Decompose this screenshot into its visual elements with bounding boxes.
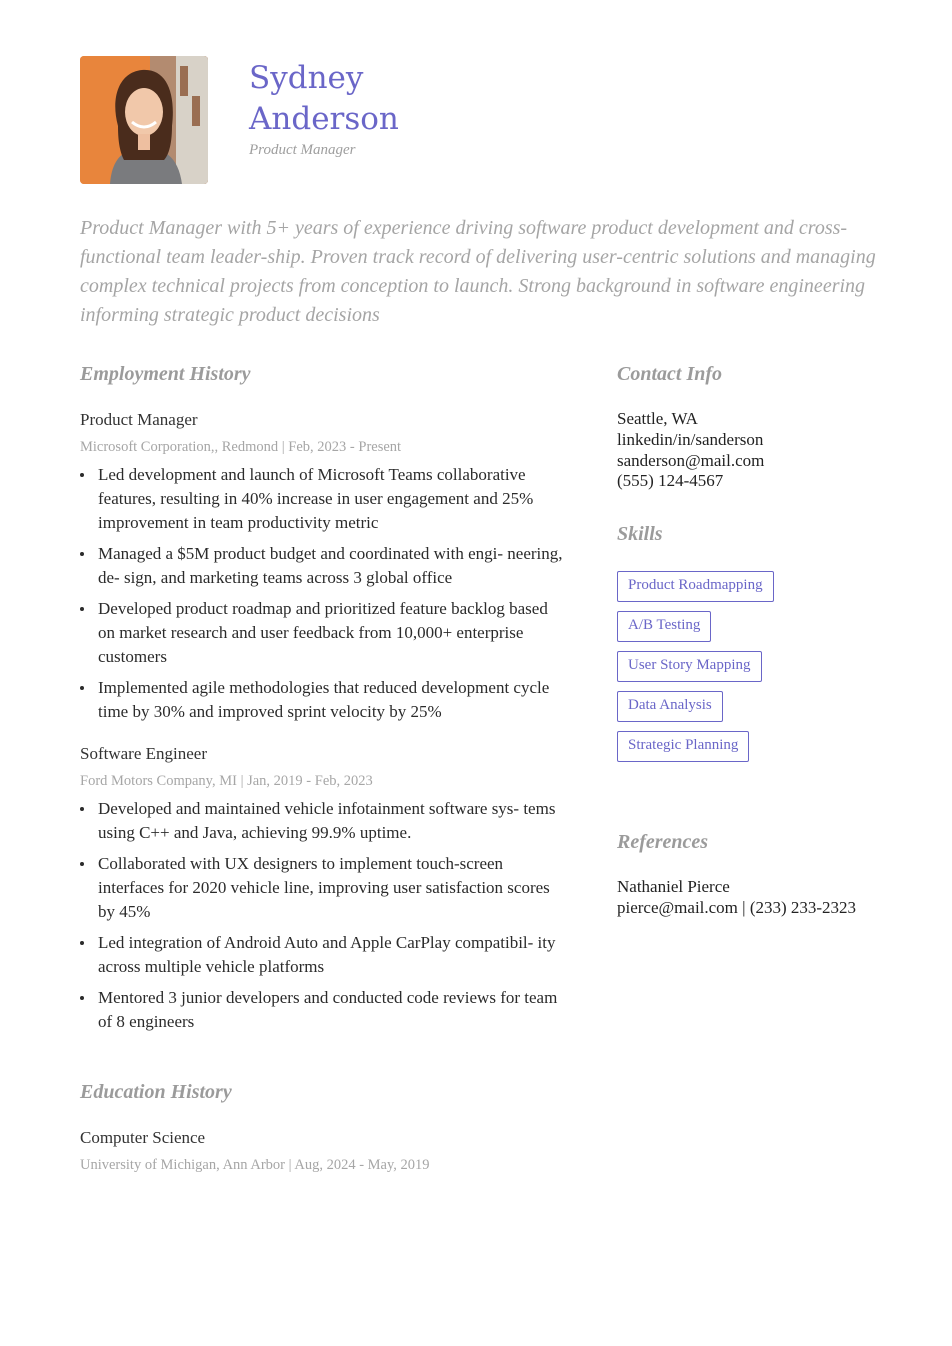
contact-heading: Contact Info bbox=[617, 363, 723, 385]
first-name: Sydney bbox=[249, 60, 364, 96]
job-entry bbox=[80, 408, 565, 724]
job-bullet: Managed a $5M product budget and coordinated with engi- neering, de- sign, and marketing teams across 3 global office bbox=[80, 542, 565, 590]
job-meta: Microsoft Corporation,, Redmond | Feb, 2023 - Present bbox=[80, 439, 402, 455]
reference-name: Nathaniel Pierce bbox=[617, 877, 730, 896]
job-bullet: Developed product roadmap and prioritized feature backlog based on market research and user feedback from 10,000+ enterprise customers bbox=[80, 597, 565, 669]
skill-tag: Product Roadmapping bbox=[617, 571, 774, 602]
job-bullets bbox=[80, 463, 565, 724]
job-bullet: Developed and maintained vehicle infotainment software sys- tems using C++ and Java, achieving 99.9% uptime. bbox=[80, 797, 565, 845]
education-heading: Education History bbox=[80, 1081, 232, 1103]
contact-phone: (555) 124-4567 bbox=[617, 471, 724, 491]
job-entry bbox=[80, 742, 565, 1034]
contact-linkedin[interactable]: linkedin/in/sanderson bbox=[617, 429, 764, 449]
skills-list bbox=[617, 571, 774, 771]
candidate-title: Product Manager bbox=[249, 142, 356, 158]
job-bullet: Collaborated with UX designers to implement touch-screen interfaces for 2020 vehicle line, improving user satisfaction scores by 45% bbox=[80, 852, 565, 924]
contact-info bbox=[617, 409, 764, 492]
contact-location: Seattle, WA bbox=[617, 409, 698, 428]
skills-heading: Skills bbox=[617, 523, 663, 545]
contact-email[interactable]: sanderson@mail.com bbox=[617, 450, 765, 470]
job-bullet: Led integration of Android Auto and Apple CarPlay compatibil- ity across multiple vehicle platforms bbox=[80, 931, 565, 979]
skill-tag: Data Analysis bbox=[617, 691, 723, 722]
skill-tag: User Story Mapping bbox=[617, 651, 762, 682]
portrait-image bbox=[80, 56, 208, 184]
references-heading: References bbox=[617, 831, 709, 853]
job-role: Product Manager bbox=[80, 410, 198, 429]
profile-photo bbox=[80, 56, 208, 184]
job-meta: Ford Motors Company, MI | Jan, 2019 - Feb, 2023 bbox=[80, 773, 373, 789]
job-bullets bbox=[80, 797, 565, 1034]
skill-tag: A/B Testing bbox=[617, 611, 711, 642]
education-degree: Computer Science bbox=[80, 1128, 206, 1147]
job-bullet: Implemented agile methodologies that reduced development cycle time by 30% and improved sprint velocity by 25% bbox=[80, 676, 565, 724]
job-bullet: Led development and launch of Microsoft Teams collaborative features, resulting in 40% increase in user engagement and 25% improvement in team productivity metric bbox=[80, 463, 565, 535]
employment-heading: Employment History bbox=[80, 363, 251, 385]
job-role: Software Engineer bbox=[80, 744, 207, 763]
reference-contact: pierce@mail.com | (233) 233-2323 bbox=[617, 898, 857, 917]
education-meta: University of Michigan, Ann Arbor | Aug, 2024 - May, 2019 bbox=[80, 1157, 430, 1173]
last-name: Anderson bbox=[249, 101, 399, 137]
employment-list bbox=[80, 408, 565, 1052]
job-bullet: Mentored 3 junior developers and conducted code reviews for team of 8 engineers bbox=[80, 986, 565, 1034]
candidate-name bbox=[249, 58, 399, 140]
skill-tag: Strategic Planning bbox=[617, 731, 749, 762]
summary-text: Product Manager with 5+ years of experience driving software product development and cross-functional team leader-ship. Proven track record of delivering user-centric solutions and managing complex technical projects from conception to launch. Strong background in software engineering informing strategic product decisions bbox=[80, 217, 876, 326]
